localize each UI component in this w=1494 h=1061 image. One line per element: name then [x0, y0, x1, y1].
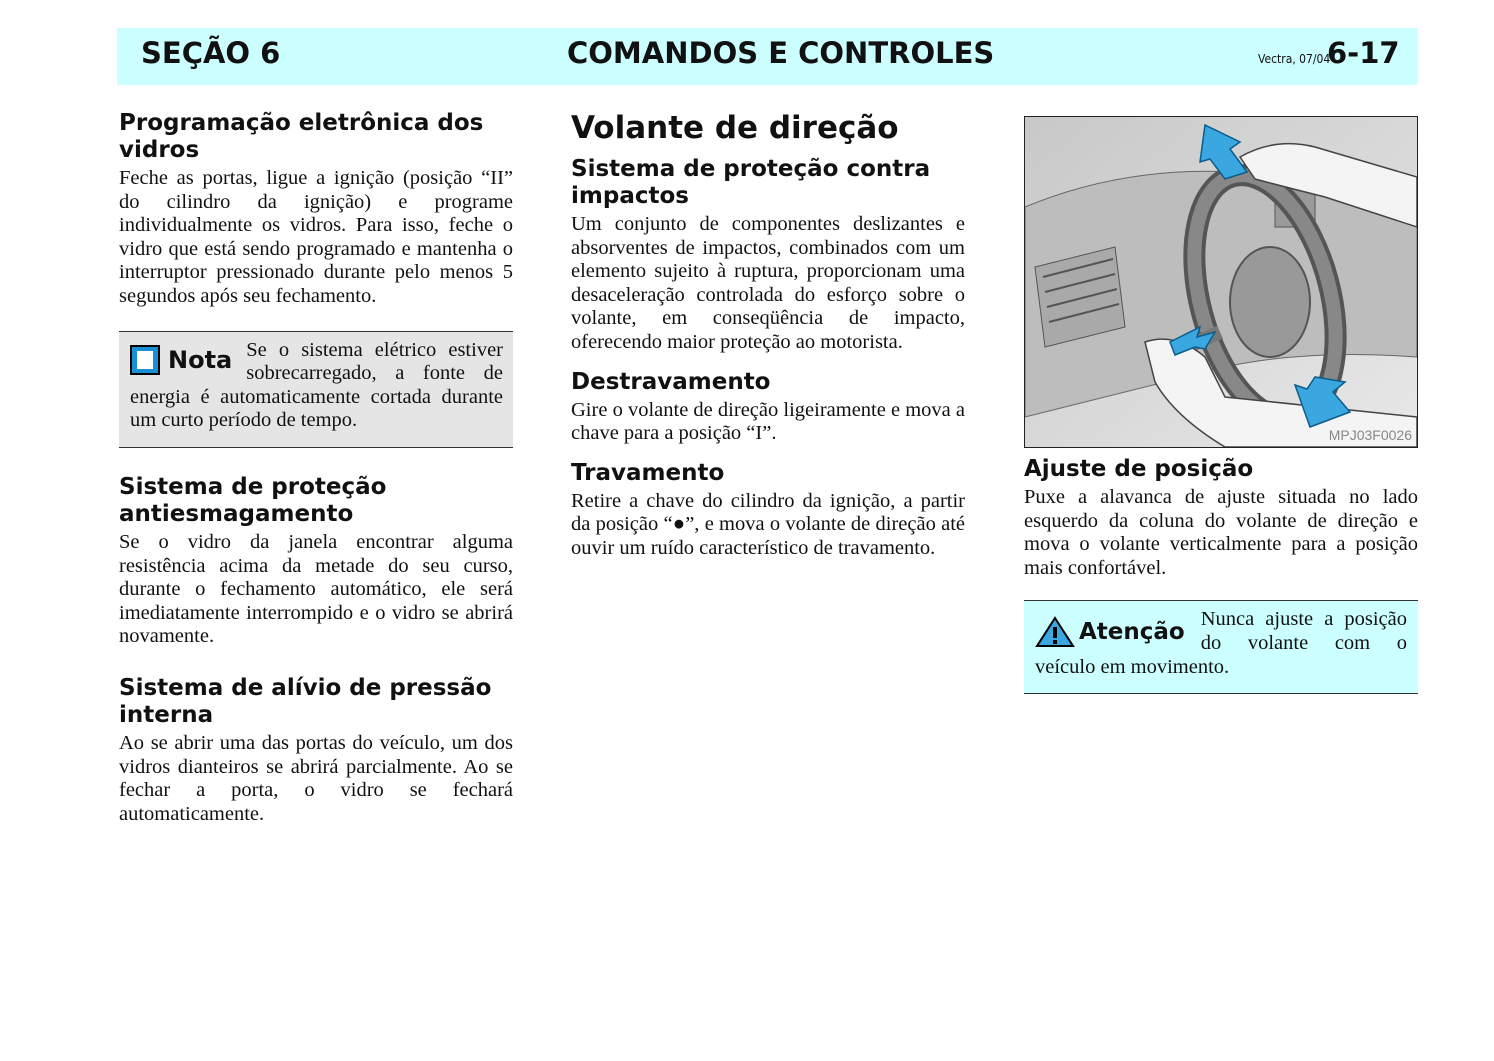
heading-travamento: Travamento: [571, 459, 725, 486]
heading-programacao-vidros: Programação eletrônica dos vidros: [119, 110, 484, 163]
edition-label: Vectra, 07/04: [1258, 52, 1331, 66]
paragraph-travamento: Retire a chave do cilindro da ignição, a partir da posição “●”, e mova o volante de direção até ouvir um ruído característico de travamento.: [571, 489, 965, 559]
column-middle: [571, 110, 965, 561]
paragraph-antiesmagamento: Se o vidro da janela encontrar alguma resistência acima da metade do seu curso, durante o fechamento automático, ele será imediatamente interrompido e o vidro se abrirá novamente.: [119, 530, 513, 648]
warning-label: [1035, 616, 1185, 648]
paragraph-alivio-pressao: Ao se abrir uma das portas do veículo, um dos vidros dianteiros se abrirá parcialmente. Ao se fechar a porta, o vidro se fechará automaticamente.: [119, 731, 513, 825]
chapter-title: COMANDOS E CONTROLES: [567, 36, 995, 70]
note-word: Nota: [168, 345, 233, 374]
warning-word: Atenção: [1079, 619, 1185, 646]
paragraph-protecao-impactos: Um conjunto de componentes deslizantes e absorventes de impactos, combinados com um elemento sujeito à ruptura, proporcionam uma desaceleração controlada do esforço sobre o volante, em conseqüência de impacto, oferecendo maior proteção ao motorista.: [571, 213, 965, 353]
column-right: [1024, 116, 1418, 694]
heading-alivio-pressao: Sistema de alívio de pressão interna: [119, 674, 492, 728]
heading-protecao-impactos: Sistema de proteção contra impactos: [571, 156, 931, 209]
note-text: Se o sistema elétrico estiver sobrecarregado, a fonte de energia é automaticamente cortada durante um curto período de tempo.: [130, 338, 503, 432]
warning-text: Nunca ajuste a posição do volante com o veículo em movimento.: [1035, 608, 1407, 678]
note-box: [119, 331, 513, 448]
note-label: [130, 345, 232, 375]
paragraph-destravamento: Gire o volante de direção ligeiramente e mova a chave para a posição “I”.: [571, 398, 965, 445]
warning-box: [1024, 600, 1418, 694]
heading-destravamento: Destravamento: [571, 368, 771, 395]
steering-wheel-illustration: [1024, 116, 1418, 448]
figure-code: MPJ03F0026: [1328, 427, 1412, 443]
steering-wheel-drawing: [1025, 117, 1417, 447]
note-icon: [130, 345, 160, 375]
column-left: [119, 110, 513, 826]
heading-antiesmagamento: Sistema de proteção antiesmagamento: [119, 473, 387, 527]
warning-triangle-icon: [1035, 616, 1075, 648]
heading-volante-direcao: Volante de direção: [571, 110, 899, 146]
page-number: 6-17: [1327, 36, 1400, 70]
paragraph-ajuste-posicao: Puxe a alavanca de ajuste situada no lado esquerdo da coluna do volante de direção e mova o volante verticalmente para a posição mais confortável.: [1024, 486, 1418, 579]
paragraph-programacao-vidros: Feche as portas, ligue a ignição (posição “II” do cilindro da ignição) e programe individualmente os vidros. Para isso, feche o vidro que está sendo programado e mantenha o interruptor pressionado durante pelo menos 5 segundos após seu fechamento.: [119, 167, 513, 307]
heading-ajuste-posicao: Ajuste de posição: [1024, 456, 1254, 482]
section-label: SEÇÃO 6: [141, 36, 281, 70]
page-header: [117, 28, 1418, 85]
